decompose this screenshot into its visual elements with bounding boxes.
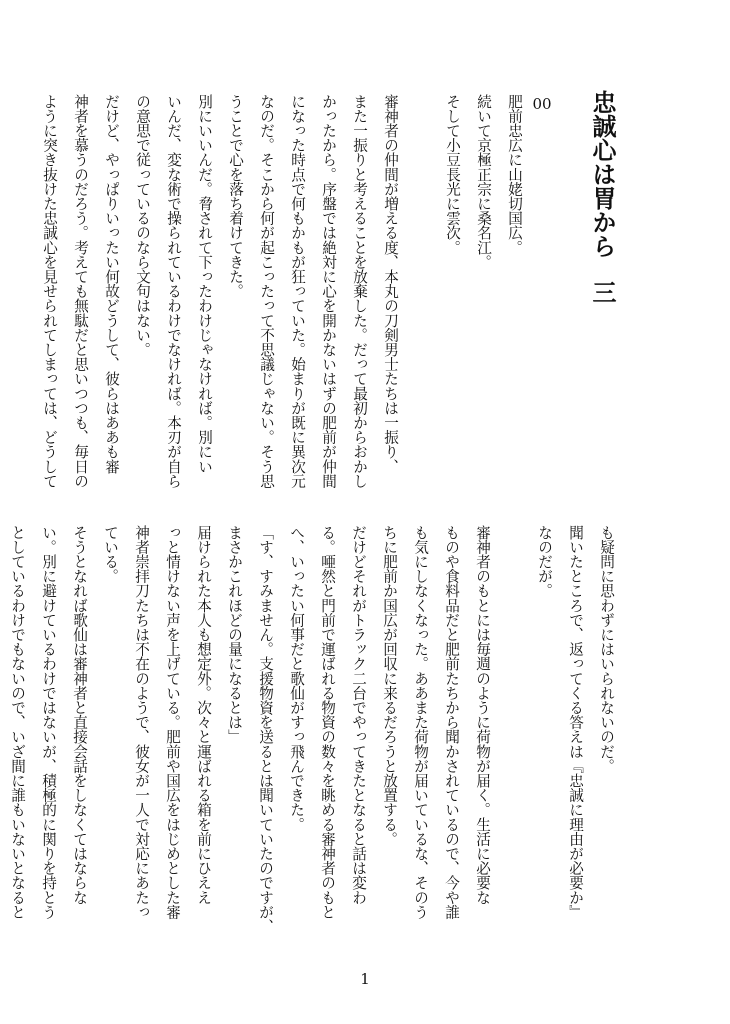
text-line: になった時点で何もかもが狂っていた。始まりが既に異次元 xyxy=(289,94,306,489)
chapter-number: 三 xyxy=(588,280,617,304)
text-line: 別にいいんだ。脅されて下ったわけじゃなければ。別にい xyxy=(196,94,213,474)
text-block-lower xyxy=(2,525,622,934)
text-line: へ、いったい何事だと歌仙がすっ飛んできた。 xyxy=(288,525,305,832)
text-line: そうとなれば歌仙は審神者と直接会話をしなくてはならな xyxy=(71,525,88,905)
text-line: ている。 xyxy=(102,525,119,584)
text-line: 肥前忠広に山姥切国広。 xyxy=(506,94,523,255)
text-line: ように突き抜けた忠誠心を見せられてしまっては、どうして xyxy=(41,94,58,489)
text-line: 「す、すみません。支援物資を送るとは聞いていたのですが、 xyxy=(257,525,274,934)
chapter-title-text: 忠誠心は胃から xyxy=(588,90,617,258)
text-line: も気にしなくなった。ああまた荷物が届いているな、そのう xyxy=(412,525,429,920)
text-line: 聞いたところで、返ってくる答えは『忠誠に理由が必要か』 xyxy=(567,525,584,920)
text-line: いんだ、変な術で操られているわけでなければ。本刃が自ら xyxy=(165,94,182,489)
page-number: 1 xyxy=(360,970,370,988)
chapter-title xyxy=(587,90,618,304)
text-line: 審神者の仲間が増える度、本丸の刀剣男士たちは一振り、 xyxy=(382,94,399,474)
text-line: なのだ。そこから何が起こったって不思議じゃない。そう思 xyxy=(258,94,275,489)
text-line: だけど、やっぱりいったい何故どうして、彼らはああも審 xyxy=(103,94,120,474)
blank-line xyxy=(406,94,437,488)
text-line: まさかこれほどの量になるとは」 xyxy=(226,525,243,744)
section-marker: 00 xyxy=(532,95,552,113)
text-line: 届けられた本人も想定外。次々と運ばれる箱を前にひええ xyxy=(195,525,212,905)
text-line: 続いて京極正宗に桑名江。 xyxy=(475,94,492,270)
text-line: そして小豆長光に雲次。 xyxy=(444,94,461,255)
text-line: また一振りと考えることを放棄した。だって最初からおかし xyxy=(351,94,368,489)
text-line: も疑問に思わずにはいられないのだ。 xyxy=(598,525,615,774)
text-line: っと情けない声を上げている。肥前や国広をはじめとした審 xyxy=(164,525,181,920)
text-line: ものや食料品だと肥前たちから聞かされているので、今や誰 xyxy=(443,525,460,920)
blank-line xyxy=(498,525,529,934)
text-line: の意思で従っているのなら文句はない。 xyxy=(134,94,151,357)
text-line: かったから。序盤では絶対に心を開かないはずの肥前が仲間 xyxy=(320,94,337,489)
text-block-upper xyxy=(34,94,530,488)
text-line: る。唖然と門前で運ばれる物資の数々を眺める審神者のもと xyxy=(319,525,336,920)
text-line: としているわけでもないので、いざ間に誰もいないとなると xyxy=(9,525,26,920)
text-line: うことで心を落ち着けてきた。 xyxy=(227,94,244,299)
text-line: だけどそれがトラック二台でやってきたとなると話は変わ xyxy=(350,525,367,905)
text-line: ちに肥前か国広が回収に来るだろうと放置する。 xyxy=(381,525,398,847)
text-line: 神者を慕うのだろう。考えても無駄だと思いつつも、毎日の xyxy=(72,94,89,489)
text-line: い。別に避けているわけではないが、積極的に関りを持とう xyxy=(40,525,57,920)
text-line: 神者崇拝刀たちは不在のようで、彼女が一人で対応にあたっ xyxy=(133,525,150,920)
text-line: なのだが。 xyxy=(536,525,553,598)
text-line: 審神者のもとには毎週のように荷物が届く。生活に必要な xyxy=(474,525,491,905)
